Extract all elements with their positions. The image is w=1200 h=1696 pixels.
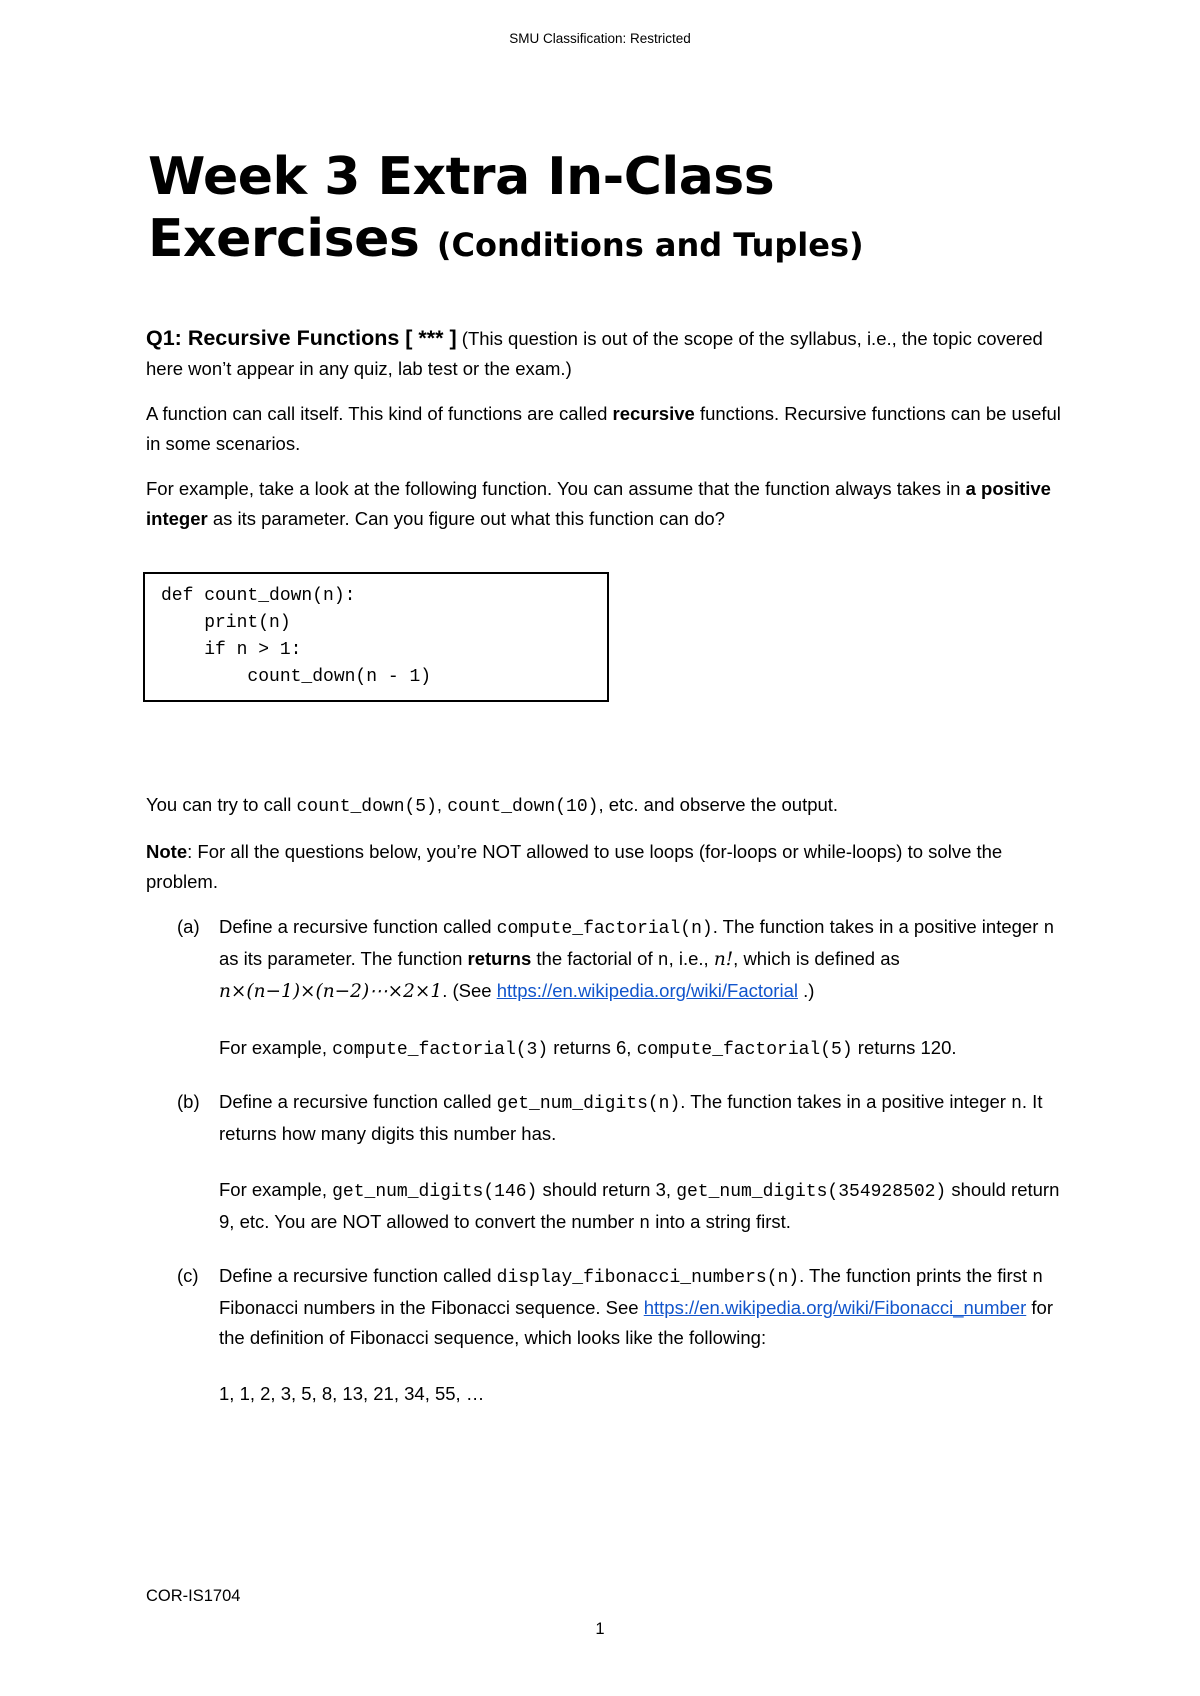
inline-code: display_fibonacci_numbers(n): [496, 1268, 800, 1288]
item-b-description: Define a recursive function called get_num_digits(n). The function takes in a positive integer n. It returns how many digits this number has.: [219, 1091, 1043, 1144]
item-label: (a): [177, 916, 200, 937]
inline-code: count_down(10): [447, 797, 599, 817]
question-item-b: [146, 1087, 1066, 1239]
inline-code: get_num_digits(146): [332, 1182, 538, 1202]
fibonacci-wiki-link[interactable]: https://en.wikipedia.org/wiki/Fibonacci_number: [643, 1297, 1027, 1318]
item-a-example: For example, compute_factorial(3) returns 6, compute_factorial(5) returns 120.: [219, 1037, 957, 1060]
title-subtitle: (Conditions and Tuples): [436, 226, 864, 264]
code-example-box: def count_down(n): print(n) if n > 1: count_down(n - 1): [143, 572, 609, 702]
inline-code: count_down(5): [296, 797, 437, 817]
factorial-wiki-link[interactable]: https://en.wikipedia.org/wiki/Factorial: [496, 980, 798, 1001]
math-factorial: n!: [713, 949, 734, 970]
item-a-description: Define a recursive function called compute_factorial(n). The function takes in a positive integer n as its parameter. The function returns the factorial of n, i.e., n!, which is defined as n×(n−1)×(n−2)⋯×2×1. (See https://en.wikipedia.org/wiki/Factorial .): [219, 916, 1055, 1002]
classification-header: SMU Classification: Restricted: [509, 31, 691, 46]
inline-code: n: [1043, 919, 1055, 939]
q1-paragraph-3: You can try to call count_down(5), count_down(10), etc. and observe the output.: [146, 794, 839, 817]
inline-code: get_num_digits(n): [496, 1094, 681, 1114]
item-c-description: Define a recursive function called display_fibonacci_numbers(n). The function prints the first n Fibonacci numbers in the Fibonacci sequence. See https://en.wikipedia.org/wiki/Fibonacci_number for the definition of Fibonacci sequence, which looks like the following:: [219, 1265, 1053, 1348]
emphasis-positive-integer: a positive integer: [146, 478, 1051, 529]
inline-code: n: [639, 1214, 651, 1234]
question-item-a: [146, 912, 1066, 1065]
inline-code: n: [1011, 1094, 1022, 1114]
inline-code: n: [657, 951, 669, 971]
course-code-footer: COR-IS1704: [146, 1587, 241, 1605]
fibonacci-sequence: 1, 1, 2, 3, 5, 8, 13, 21, 34, 55, …: [219, 1383, 485, 1404]
note-label: Note: [146, 841, 188, 862]
q1-scope-note: (This question is out of the scope of the syllabus, i.e., the topic covered here won’t appear in any quiz, lab test or the exam.): [146, 328, 1043, 379]
math-factorial-definition: n×(n−1)×(n−2)⋯×2×1: [219, 981, 443, 1002]
q1-paragraph-1: A function can call itself. This kind of functions are called recursive functions. Recursive functions can be useful in some scenarios.: [146, 403, 1061, 454]
emphasis-returns: returns: [467, 948, 532, 969]
item-label: (b): [177, 1091, 200, 1112]
inline-code: n: [1032, 1268, 1043, 1288]
q1-heading: Q1: Recursive Functions [ *** ]: [146, 326, 457, 350]
title-line-1: Week 3 Extra In-Class: [148, 147, 775, 207]
emphasis-recursive: recursive: [612, 403, 695, 424]
item-label: (c): [177, 1265, 199, 1286]
document-body: [146, 323, 1066, 1421]
q1-paragraph-2: For example, take a look at the following function. You can assume that the function always takes in a positive integer as its parameter. Can you figure out what this function can do?: [146, 478, 1051, 529]
inline-code: compute_factorial(3): [332, 1040, 549, 1060]
q1-heading-paragraph: [146, 323, 1066, 384]
inline-code: get_num_digits(354928502): [676, 1182, 947, 1202]
page-title: [148, 146, 864, 276]
title-line-2-main: Exercises: [148, 209, 420, 269]
question-item-c: [146, 1261, 1066, 1409]
inline-code: compute_factorial(n): [496, 919, 713, 939]
item-b-example: For example, get_num_digits(146) should return 3, get_num_digits(354928502) should return 9, etc. You are NOT allowed to convert the number n into a string first.: [219, 1179, 1060, 1234]
inline-code: compute_factorial(5): [636, 1040, 853, 1060]
q1-note: Note: For all the questions below, you’re NOT allowed to use loops (for-loops or while-loops) to solve the problem.: [146, 841, 1003, 892]
page-number: 1: [595, 1620, 605, 1638]
